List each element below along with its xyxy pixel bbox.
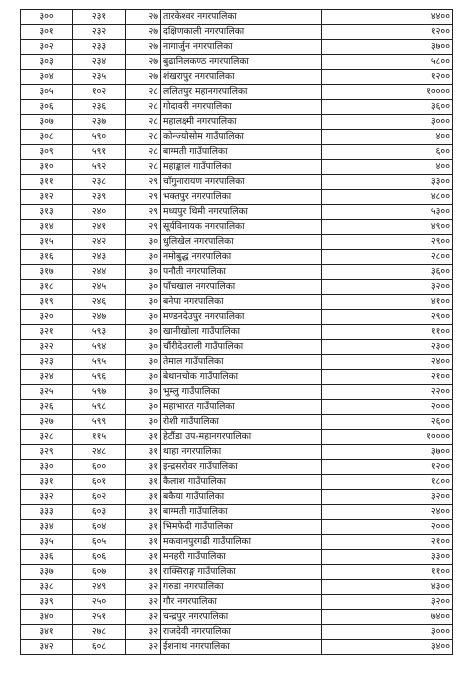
amount-cell: ४१०० xyxy=(322,295,453,310)
code-cell: ५९० xyxy=(73,130,126,145)
district-code-cell: २८ xyxy=(126,100,161,115)
table-row xyxy=(21,355,453,370)
serial-number-cell: ३१४ xyxy=(21,220,73,235)
table-row xyxy=(21,625,453,640)
local-body-name-cell: धुलिखेल नगरपालिका xyxy=(161,235,322,250)
serial-number-cell: ३२३ xyxy=(21,355,73,370)
district-code-cell: ३१ xyxy=(126,505,161,520)
code-cell: ६०० xyxy=(73,460,126,475)
district-code-cell: २८ xyxy=(126,115,161,130)
code-cell: २४२ xyxy=(73,235,126,250)
table-row xyxy=(21,490,453,505)
amount-cell: ३००० xyxy=(322,115,453,130)
table-row xyxy=(21,595,453,610)
table-row xyxy=(21,85,453,100)
amount-cell: १०००० xyxy=(322,85,453,100)
local-body-name-cell: मण्डनदेउपुर नगरपालिका xyxy=(161,310,322,325)
amount-cell: ६०० xyxy=(322,145,453,160)
local-body-name-cell: पाँचखाल नगरपालिका xyxy=(161,280,322,295)
district-code-cell: ३१ xyxy=(126,475,161,490)
amount-cell: २४०० xyxy=(322,355,453,370)
district-code-cell: २७ xyxy=(126,55,161,70)
table-row xyxy=(21,130,453,145)
serial-number-cell: ३३० xyxy=(21,460,73,475)
serial-number-cell: ३२४ xyxy=(21,370,73,385)
local-body-name-cell: रोशी गाउँपालिका xyxy=(161,415,322,430)
district-code-cell: २८ xyxy=(126,130,161,145)
local-body-name-cell: गौर नगरपालिका xyxy=(161,595,322,610)
table-row xyxy=(21,175,453,190)
local-body-name-cell: ईशनाथ नगरपालिका xyxy=(161,640,322,655)
serial-number-cell: ३०४ xyxy=(21,70,73,85)
code-cell: ६०८ xyxy=(73,640,126,655)
code-cell: २३१ xyxy=(73,10,126,25)
amount-cell: १८०० xyxy=(322,475,453,490)
serial-number-cell: ३१२ xyxy=(21,190,73,205)
district-code-cell: ३० xyxy=(126,340,161,355)
code-cell: २४७ xyxy=(73,310,126,325)
amount-cell: ४९०० xyxy=(322,220,453,235)
local-body-name-cell: हेटौंडा उप-महानगरपालिका xyxy=(161,430,322,445)
table-row xyxy=(21,325,453,340)
table-row xyxy=(21,40,453,55)
table-row xyxy=(21,580,453,595)
serial-number-cell: ३४२ xyxy=(21,640,73,655)
district-code-cell: ३० xyxy=(126,310,161,325)
code-cell: २४१ xyxy=(73,220,126,235)
local-body-name-cell: बनेपा नगरपालिका xyxy=(161,295,322,310)
amount-cell: २८०० xyxy=(322,250,453,265)
local-body-name-cell: शंखरापुर नगरपालिका xyxy=(161,70,322,85)
district-code-cell: ३१ xyxy=(126,535,161,550)
serial-number-cell: ३०५ xyxy=(21,85,73,100)
amount-cell: १०००० xyxy=(322,430,453,445)
district-code-cell: २७ xyxy=(126,25,161,40)
table-row xyxy=(21,235,453,250)
district-code-cell: ३० xyxy=(126,325,161,340)
code-cell: २४९ xyxy=(73,580,126,595)
district-code-cell: ३१ xyxy=(126,430,161,445)
serial-number-cell: ३१० xyxy=(21,160,73,175)
table-row xyxy=(21,505,453,520)
local-body-name-cell: चन्द्रपुर नगरपालिका xyxy=(161,610,322,625)
code-cell: २३५ xyxy=(73,70,126,85)
district-code-cell: २७ xyxy=(126,70,161,85)
code-cell: २५० xyxy=(73,595,126,610)
code-cell: ६०२ xyxy=(73,490,126,505)
serial-number-cell: ३४१ xyxy=(21,625,73,640)
amount-cell: २१०० xyxy=(322,535,453,550)
district-code-cell: ३० xyxy=(126,280,161,295)
code-cell: ५९१ xyxy=(73,145,126,160)
code-cell: ५९४ xyxy=(73,340,126,355)
serial-number-cell: ३२५ xyxy=(21,385,73,400)
code-cell: २४५ xyxy=(73,280,126,295)
table-row xyxy=(21,310,453,325)
table-row xyxy=(21,535,453,550)
code-cell: ५९३ xyxy=(73,325,126,340)
serial-number-cell: ३२७ xyxy=(21,415,73,430)
district-code-cell: २९ xyxy=(126,220,161,235)
table-row xyxy=(21,190,453,205)
serial-number-cell: ३२६ xyxy=(21,400,73,415)
table-row xyxy=(21,385,453,400)
local-body-name-cell: तारकेश्वर नगरपालिका xyxy=(161,10,322,25)
local-body-name-cell: गरुडा नगरपालिका xyxy=(161,580,322,595)
amount-cell: ७४०० xyxy=(322,610,453,625)
amount-cell: ५३०० xyxy=(322,205,453,220)
code-cell: २४४ xyxy=(73,265,126,280)
table-row xyxy=(21,460,453,475)
table-row xyxy=(21,220,453,235)
table-row xyxy=(21,160,453,175)
amount-cell: ३६०० xyxy=(322,265,453,280)
local-body-name-cell: ललितपुर महानगरपालिका xyxy=(161,85,322,100)
code-cell: ६०४ xyxy=(73,520,126,535)
table-row xyxy=(21,370,453,385)
serial-number-cell: ३३४ xyxy=(21,520,73,535)
amount-cell: ५८०० xyxy=(322,55,453,70)
serial-number-cell: ३०८ xyxy=(21,130,73,145)
amount-cell: २९०० xyxy=(322,235,453,250)
code-cell: ६०७ xyxy=(73,565,126,580)
amount-cell: २६०० xyxy=(322,415,453,430)
table-row xyxy=(21,70,453,85)
local-body-name-cell: तेमाल गाउँपालिका xyxy=(161,355,322,370)
amount-cell: ३३०० xyxy=(322,550,453,565)
district-code-cell: ३२ xyxy=(126,625,161,640)
amount-cell: २९०० xyxy=(322,310,453,325)
table-row xyxy=(21,640,453,655)
amount-cell: ३६०० xyxy=(322,100,453,115)
code-cell: २५१ xyxy=(73,610,126,625)
allocation-table xyxy=(20,9,453,655)
local-body-name-cell: कैलाश गाउँपालिका xyxy=(161,475,322,490)
table-row xyxy=(21,100,453,115)
local-body-name-cell: गोदावरी नगरपालिका xyxy=(161,100,322,115)
code-cell: ५९५ xyxy=(73,355,126,370)
table-row xyxy=(21,340,453,355)
local-body-name-cell: दक्षिणकाली नगरपालिका xyxy=(161,25,322,40)
amount-cell: ११०० xyxy=(322,565,453,580)
district-code-cell: ३० xyxy=(126,235,161,250)
local-body-name-cell: कोन्ज्योसोम गाउँपालिका xyxy=(161,130,322,145)
amount-cell: ११०० xyxy=(322,325,453,340)
serial-number-cell: ३०१ xyxy=(21,25,73,40)
district-code-cell: ३० xyxy=(126,355,161,370)
local-body-name-cell: महालक्ष्मी नगरपालिका xyxy=(161,115,322,130)
code-cell: ५९२ xyxy=(73,160,126,175)
serial-number-cell: ३१५ xyxy=(21,235,73,250)
local-body-name-cell: भक्तपुर नगरपालिका xyxy=(161,190,322,205)
table-row xyxy=(21,295,453,310)
local-body-name-cell: थाहा नगरपालिका xyxy=(161,445,322,460)
local-body-name-cell: राजदेवी नगरपालिका xyxy=(161,625,322,640)
table-row xyxy=(21,205,453,220)
local-body-name-cell: सूर्यविनायक नगरपालिका xyxy=(161,220,322,235)
code-cell: ५९८ xyxy=(73,400,126,415)
amount-cell: ४३०० xyxy=(322,580,453,595)
district-code-cell: ३० xyxy=(126,265,161,280)
district-code-cell: २८ xyxy=(126,145,161,160)
district-code-cell: ३० xyxy=(126,385,161,400)
local-body-name-cell: भुम्लु गाउँपालिका xyxy=(161,385,322,400)
table-row xyxy=(21,55,453,70)
district-code-cell: २७ xyxy=(126,40,161,55)
amount-cell: २४०० xyxy=(322,505,453,520)
serial-number-cell: ३१८ xyxy=(21,280,73,295)
local-body-name-cell: महाङ्काल गाउँपालिका xyxy=(161,160,322,175)
code-cell: २७८ xyxy=(73,625,126,640)
code-cell: ६०१ xyxy=(73,475,126,490)
table-row xyxy=(21,280,453,295)
district-code-cell: ३१ xyxy=(126,565,161,580)
local-body-name-cell: मनहरी गाउँपालिका xyxy=(161,550,322,565)
serial-number-cell: ३३६ xyxy=(21,550,73,565)
code-cell: १०२ xyxy=(73,85,126,100)
amount-cell: ४०० xyxy=(322,130,453,145)
local-body-name-cell: भिमफेदी गाउँपालिका xyxy=(161,520,322,535)
code-cell: ५९९ xyxy=(73,415,126,430)
code-cell: २३६ xyxy=(73,100,126,115)
local-body-name-cell: बुढानिलकण्ठ नगरपालिका xyxy=(161,55,322,70)
serial-number-cell: ३१७ xyxy=(21,265,73,280)
code-cell: २३९ xyxy=(73,190,126,205)
code-cell: २४८ xyxy=(73,445,126,460)
local-body-name-cell: बाग्मती गाउँपालिका xyxy=(161,145,322,160)
amount-cell: ३७०० xyxy=(322,445,453,460)
amount-cell: ३२०० xyxy=(322,490,453,505)
code-cell: २३२ xyxy=(73,25,126,40)
district-code-cell: ३२ xyxy=(126,595,161,610)
amount-cell: ४०० xyxy=(322,160,453,175)
district-code-cell: ३२ xyxy=(126,640,161,655)
amount-cell: १२०० xyxy=(322,70,453,85)
amount-cell: ३७०० xyxy=(322,40,453,55)
table-row xyxy=(21,115,453,130)
amount-cell: २२०० xyxy=(322,385,453,400)
amount-cell: ३२०० xyxy=(322,595,453,610)
amount-cell: ३३०० xyxy=(322,175,453,190)
table-row xyxy=(21,265,453,280)
local-body-name-cell: बकैया गाउँपालिका xyxy=(161,490,322,505)
table-row xyxy=(21,10,453,25)
amount-cell: ३४०० xyxy=(322,640,453,655)
amount-cell: २३०० xyxy=(322,340,453,355)
amount-cell: ३००० xyxy=(322,625,453,640)
district-code-cell: २८ xyxy=(126,160,161,175)
table-row xyxy=(21,25,453,40)
local-body-name-cell: मकवानपुरगढी गाउँपालिका xyxy=(161,535,322,550)
serial-number-cell: ३३३ xyxy=(21,505,73,520)
district-code-cell: ३० xyxy=(126,370,161,385)
serial-number-cell: ३१९ xyxy=(21,295,73,310)
serial-number-cell: ३४० xyxy=(21,610,73,625)
table-row xyxy=(21,415,453,430)
district-code-cell: २९ xyxy=(126,175,161,190)
table-row xyxy=(21,565,453,580)
serial-number-cell: ३१३ xyxy=(21,205,73,220)
serial-number-cell: ३३९ xyxy=(21,595,73,610)
serial-number-cell: ३२२ xyxy=(21,340,73,355)
table-row xyxy=(21,250,453,265)
local-body-name-cell: चाँगुनारायण नगरपालिका xyxy=(161,175,322,190)
amount-cell: १२०० xyxy=(322,25,453,40)
serial-number-cell: ३०७ xyxy=(21,115,73,130)
amount-cell: २००० xyxy=(322,520,453,535)
amount-cell: २१०० xyxy=(322,370,453,385)
serial-number-cell: ३०६ xyxy=(21,100,73,115)
district-code-cell: २७ xyxy=(126,10,161,25)
code-cell: २३८ xyxy=(73,175,126,190)
local-body-name-cell: पनौती नगरपालिका xyxy=(161,265,322,280)
table-row xyxy=(21,520,453,535)
local-body-name-cell: नमोबुद्ध नगरपालिका xyxy=(161,250,322,265)
serial-number-cell: ३२८ xyxy=(21,430,73,445)
local-body-name-cell: राक्सिराङ्ग गाउँपालिका xyxy=(161,565,322,580)
amount-cell: २००० xyxy=(322,400,453,415)
table-row xyxy=(21,145,453,160)
code-cell: ५९६ xyxy=(73,370,126,385)
local-body-name-cell: महाभारत गाउँपालिका xyxy=(161,400,322,415)
code-cell: ६०६ xyxy=(73,550,126,565)
table-row xyxy=(21,610,453,625)
table-row xyxy=(21,445,453,460)
serial-number-cell: ३२९ xyxy=(21,445,73,460)
code-cell: ११५ xyxy=(73,430,126,445)
district-code-cell: ३२ xyxy=(126,580,161,595)
district-code-cell: ३१ xyxy=(126,460,161,475)
table-row xyxy=(21,400,453,415)
serial-number-cell: ३३१ xyxy=(21,475,73,490)
amount-cell: १२०० xyxy=(322,460,453,475)
local-body-name-cell: खानीखोला गाउँपालिका xyxy=(161,325,322,340)
serial-number-cell: ३०९ xyxy=(21,145,73,160)
serial-number-cell: ३१६ xyxy=(21,250,73,265)
district-code-cell: ३० xyxy=(126,400,161,415)
district-code-cell: २८ xyxy=(126,85,161,100)
serial-number-cell: ३११ xyxy=(21,175,73,190)
code-cell: २३७ xyxy=(73,115,126,130)
code-cell: २४३ xyxy=(73,250,126,265)
local-body-name-cell: नागार्जुन नगरपालिका xyxy=(161,40,322,55)
code-cell: २३४ xyxy=(73,55,126,70)
serial-number-cell: ३३७ xyxy=(21,565,73,580)
serial-number-cell: ३२१ xyxy=(21,325,73,340)
code-cell: २३३ xyxy=(73,40,126,55)
table-row xyxy=(21,475,453,490)
table-row xyxy=(21,430,453,445)
local-body-name-cell: बाग्मती गाउँपालिका xyxy=(161,505,322,520)
district-code-cell: ३१ xyxy=(126,445,161,460)
district-code-cell: ३० xyxy=(126,250,161,265)
district-code-cell: ३१ xyxy=(126,490,161,505)
amount-cell: ४४०० xyxy=(322,10,453,25)
local-body-name-cell: बेथानचोक गाउँपालिका xyxy=(161,370,322,385)
serial-number-cell: ३०३ xyxy=(21,55,73,70)
code-cell: ५९७ xyxy=(73,385,126,400)
local-body-name-cell: मध्यपुर थिमी नगरपालिका xyxy=(161,205,322,220)
code-cell: २४० xyxy=(73,205,126,220)
serial-number-cell: ३०२ xyxy=(21,40,73,55)
district-code-cell: ३० xyxy=(126,415,161,430)
table-body xyxy=(21,10,453,655)
amount-cell: ४८०० xyxy=(322,190,453,205)
code-cell: ६०५ xyxy=(73,535,126,550)
serial-number-cell: ३३८ xyxy=(21,580,73,595)
local-body-name-cell: चौंरीदेउराली गाउँपालिका xyxy=(161,340,322,355)
table-row xyxy=(21,550,453,565)
local-body-name-cell: इन्द्रसरोवर गाउँपालिका xyxy=(161,460,322,475)
code-cell: २४६ xyxy=(73,295,126,310)
serial-number-cell: ३३५ xyxy=(21,535,73,550)
district-code-cell: ३२ xyxy=(126,610,161,625)
code-cell: ६०३ xyxy=(73,505,126,520)
district-code-cell: ३० xyxy=(126,295,161,310)
district-code-cell: २९ xyxy=(126,190,161,205)
amount-cell: ३२०० xyxy=(322,280,453,295)
district-code-cell: ३१ xyxy=(126,550,161,565)
district-code-cell: २९ xyxy=(126,205,161,220)
district-code-cell: ३१ xyxy=(126,520,161,535)
serial-number-cell: ३३२ xyxy=(21,490,73,505)
serial-number-cell: ३२० xyxy=(21,310,73,325)
serial-number-cell: ३०० xyxy=(21,10,73,25)
